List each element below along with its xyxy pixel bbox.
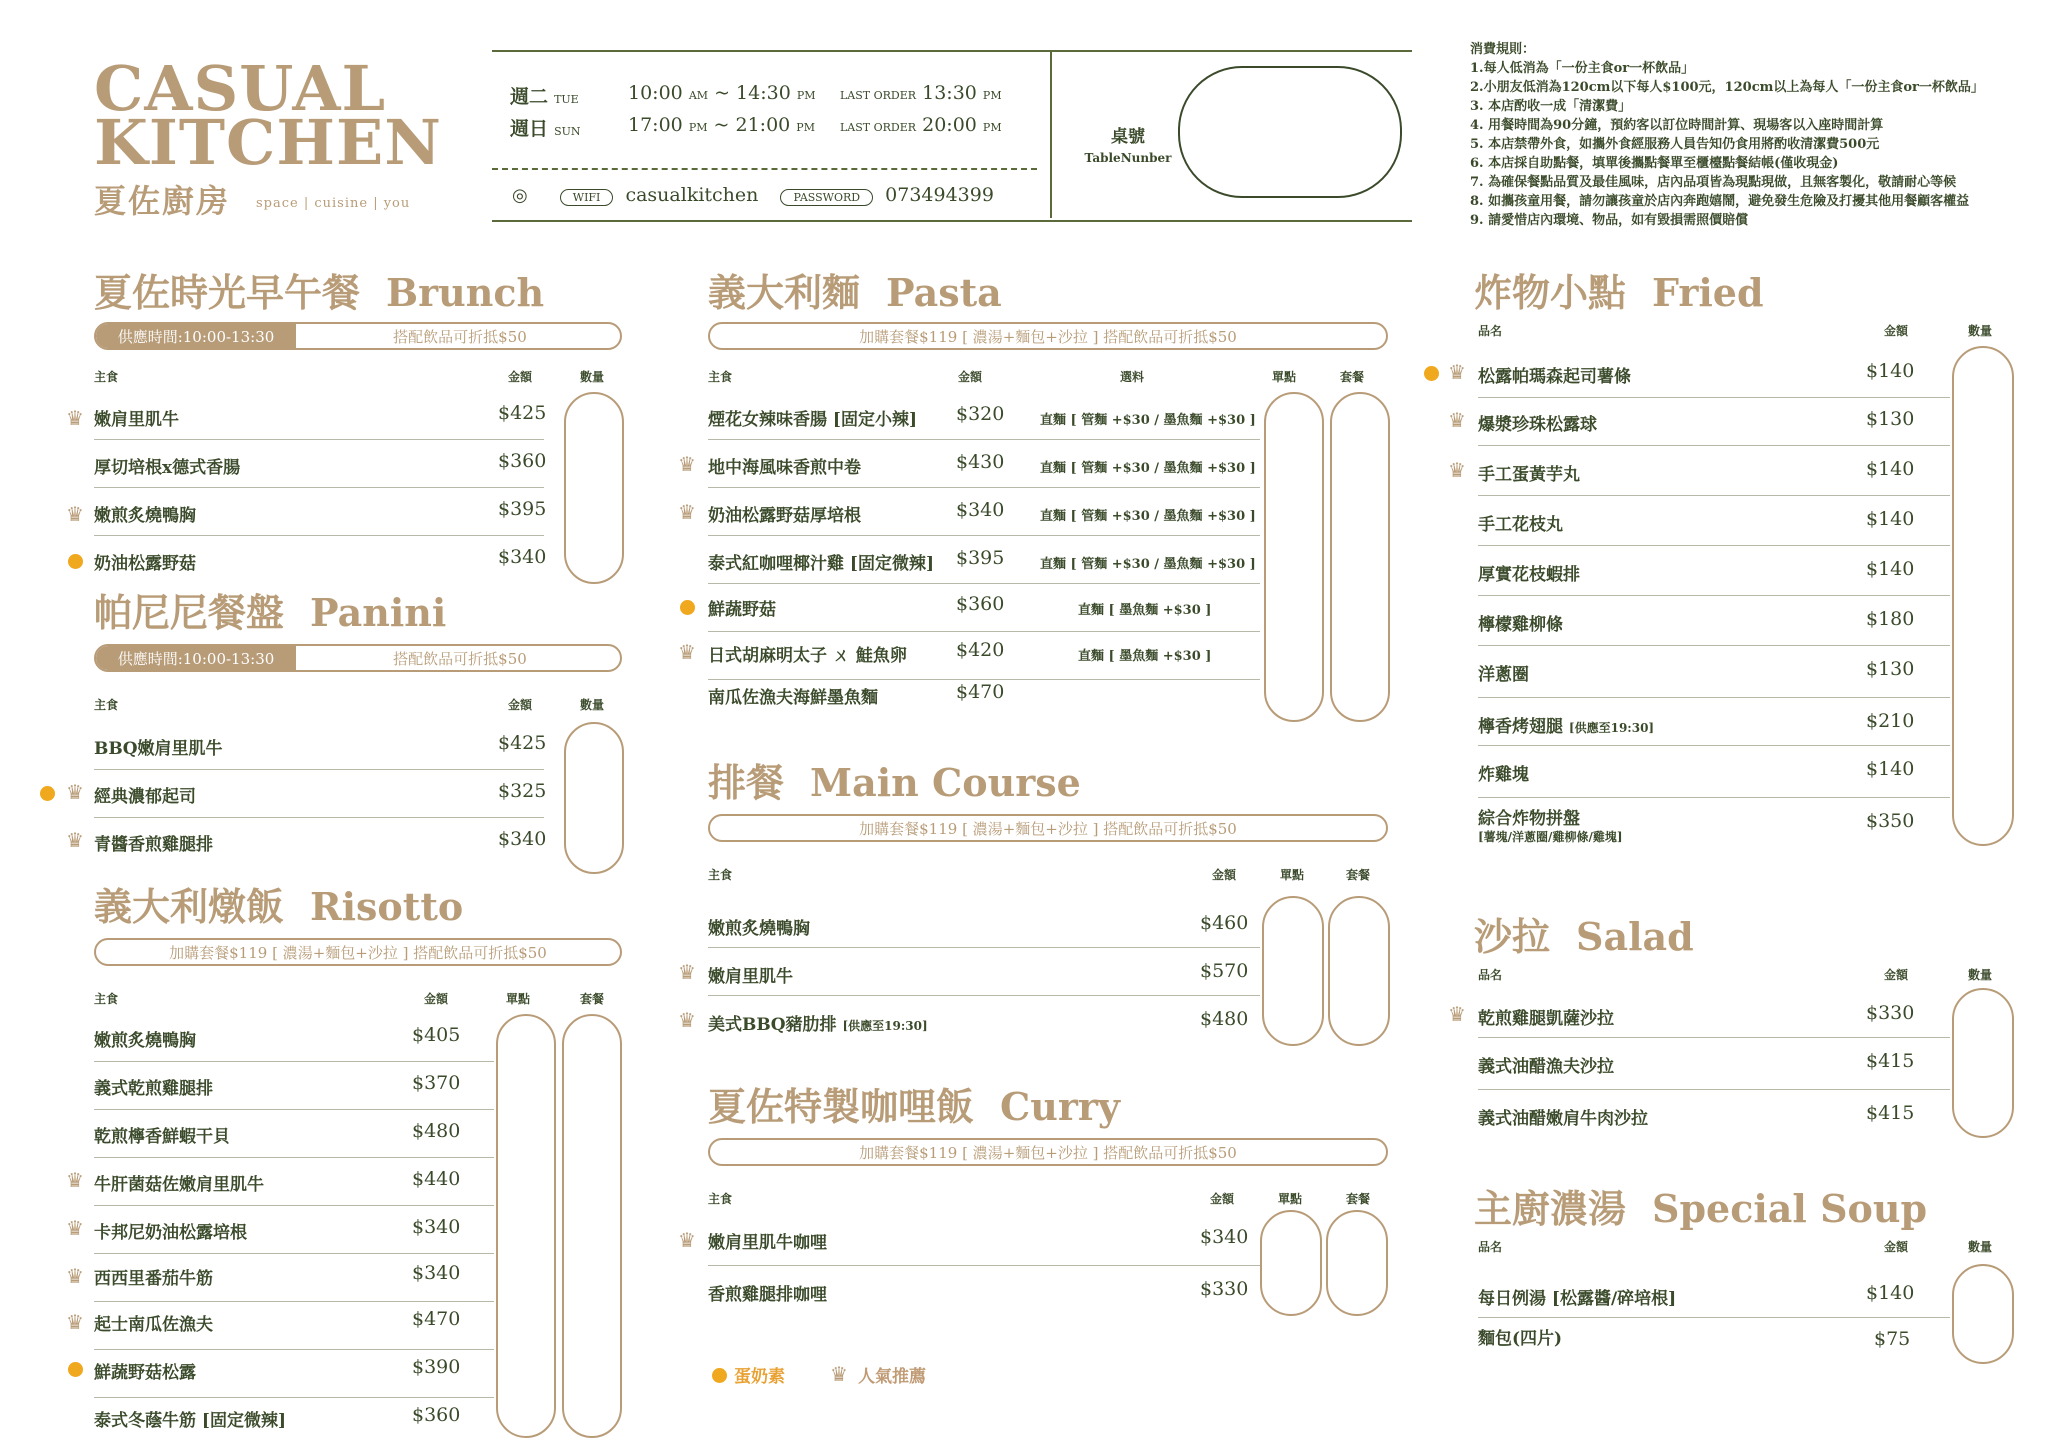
- column-header: 單點: [506, 992, 531, 1006]
- menu-item-name: 奶油松露野菇厚培根: [708, 506, 861, 526]
- quantity-column-soup[interactable]: [1952, 1264, 2014, 1364]
- menu-item-name: 煙花女辣味香腸 [固定小辣]: [708, 410, 918, 430]
- menu-item-price: $470: [412, 1308, 461, 1330]
- pasta-band: 加購套餐$119 [ 濃湯+麵包+沙拉 ] 搭配飲品可折抵$50: [708, 322, 1388, 350]
- main-course-band: 加購套餐$119 [ 濃湯+麵包+沙拉 ] 搭配飲品可折抵$50: [708, 814, 1388, 842]
- menu-item-price: $440: [412, 1168, 461, 1190]
- divider: [492, 168, 1037, 170]
- menu-item-price: $570: [1200, 960, 1249, 982]
- menu-item-price: $140: [1866, 458, 1915, 480]
- crown-icon: ♛: [66, 1168, 84, 1192]
- menu-item-price: $140: [1866, 1282, 1915, 1304]
- menu-item-name: 經典濃郁起司: [94, 787, 196, 807]
- crown-icon: ♛: [678, 500, 696, 524]
- divider: [1050, 50, 1052, 218]
- dining-rules: 消費規則： 1.每人低消為「一份主食or一杯飲品」 2.小朋友低消為120cm以下每人$100元，120cm以上為每人「一份主食or一杯飲品」 3. 本店酌收一成「清潔費」 4. 用餐時間為90分鐘，預約客以訂位時間計算、現場客以入座時間計算 5. 本店禁帶外食，如攜外食經服務人員告知仍食用將酌收清潔費500元 6. 本店採自助點餐，填單後攜點餐單至櫃檯點餐結帳(僅收現金) 7. 為確保餐點品質及最佳風味，店內品項皆為現點現做，且無客製化，敬請耐心等候 8. 如攜孩童用餐，請勿讓孩童於店內奔跑嬉鬧，避免發生危險及打擾其他用餐顧客權益 9. 請愛惜店內環境、物品，如有毀損需照價賠償: [1470, 42, 1984, 228]
- crown-icon: ♛: [66, 1216, 84, 1240]
- menu-item-name: 洋蔥圈: [1478, 665, 1529, 685]
- menu-item-name: 爆漿珍珠松露球: [1478, 415, 1597, 435]
- menu-item-price: $340: [956, 499, 1005, 521]
- menu-item-name: 綜合炸物拼盤 [薯塊/洋蔥圈/雞柳條/雞塊]: [1478, 809, 1623, 844]
- column-header: 數量: [580, 370, 605, 384]
- menu-item-name: 義式油醋嫩肩牛肉沙拉: [1478, 1109, 1648, 1129]
- menu-item-name: 香煎雞腿排咖哩: [708, 1285, 827, 1305]
- menu-item-name: 青醬香煎雞腿排: [94, 835, 213, 855]
- column-header: 套餐: [580, 992, 605, 1006]
- menu-item-price: $180: [1866, 608, 1915, 630]
- section-title-curry: 夏佐特製咖哩飯 Curry: [708, 1084, 1121, 1129]
- menu-item-name: 西西里番茄牛筋: [94, 1269, 213, 1289]
- set-order-column-main[interactable]: [1328, 896, 1390, 1046]
- menu-item-price: $140: [1866, 558, 1915, 580]
- menu-item-price: $420: [956, 639, 1005, 661]
- set-order-column-risotto[interactable]: [562, 1014, 622, 1438]
- menu-item-name: 義式油醋漁夫沙拉: [1478, 1057, 1614, 1077]
- menu-item-price: $480: [1200, 1008, 1249, 1030]
- menu-item-price: $340: [498, 828, 547, 850]
- noodle-option: 直麵 [ 管麵 +$30 / 墨魚麵 +$30 ]: [1040, 413, 1256, 428]
- legend-popular: 人氣推薦: [858, 1367, 926, 1387]
- table-number-field[interactable]: [1178, 66, 1402, 198]
- menu-item-name: 地中海風味香煎中卷: [708, 458, 861, 478]
- column-header: 金額: [424, 992, 449, 1006]
- table-number-label: 桌號 TableNunber: [1084, 127, 1172, 165]
- column-header: 主食: [94, 370, 119, 384]
- column-header: 品名: [1478, 968, 1503, 982]
- menu-item-name: 乾煎檸香鮮蝦干貝: [94, 1127, 230, 1147]
- column-header: 單點: [1272, 370, 1297, 384]
- column-header: 金額: [508, 698, 533, 712]
- menu-item-price: $460: [1200, 912, 1249, 934]
- noodle-option: 直麵 [ 管麵 +$30 / 墨魚麵 +$30 ]: [1040, 461, 1256, 476]
- menu-item-name: 嫩肩里肌牛: [708, 967, 793, 987]
- crown-icon: ♛: [66, 828, 84, 852]
- menu-item-name: 厚實花枝蝦排: [1478, 565, 1580, 585]
- quantity-column-fried[interactable]: [1952, 346, 2014, 846]
- set-order-column-pasta[interactable]: [1330, 392, 1390, 722]
- column-header: 數量: [580, 698, 605, 712]
- menu-item-price: $395: [956, 547, 1005, 569]
- menu-item-name: 檸檬雞柳條: [1478, 615, 1563, 635]
- column-header: 金額: [1884, 324, 1909, 338]
- menu-item-price: $340: [1200, 1226, 1249, 1248]
- noodle-option: 直麵 [ 管麵 +$30 / 墨魚麵 +$30 ]: [1040, 509, 1256, 524]
- menu-item-name: 日式胡麻明太子 ㄨ 鮭魚卵: [708, 646, 907, 666]
- vegetarian-dot-icon: [680, 600, 695, 615]
- crown-icon: ♛: [678, 452, 696, 476]
- section-title-salad: 沙拉 Salad: [1474, 914, 1694, 959]
- column-header: 單點: [1280, 868, 1305, 882]
- column-header: 單點: [1278, 1192, 1303, 1206]
- section-title-risotto: 義大利燉飯 Risotto: [94, 884, 464, 929]
- quantity-column-brunch[interactable]: [564, 392, 624, 584]
- section-title-panini: 帕尼尼餐盤 Panini: [94, 590, 447, 635]
- noodle-option: 直麵 [ 墨魚麵 +$30 ]: [1078, 649, 1212, 664]
- quantity-column-salad[interactable]: [1952, 988, 2014, 1138]
- crown-icon: ♛: [678, 640, 696, 664]
- noodle-option: 直麵 [ 墨魚麵 +$30 ]: [1078, 603, 1212, 618]
- menu-item-price: $480: [412, 1120, 461, 1142]
- brunch-band: 供應時間:10:00-13:30 搭配飲品可折抵$50: [94, 322, 622, 350]
- menu-item-price: $415: [1866, 1102, 1915, 1124]
- menu-item-price: $140: [1866, 508, 1915, 530]
- menu-item-name: 嫩煎炙燒鴨胸: [94, 506, 196, 526]
- menu-item-price: $425: [498, 402, 547, 424]
- menu-item-price: $405: [412, 1024, 461, 1046]
- crown-icon: ♛: [66, 502, 84, 526]
- menu-item-price: $330: [1200, 1278, 1249, 1300]
- menu-item-name: 嫩肩里肌牛: [94, 410, 179, 430]
- menu-item-price: $350: [1866, 810, 1915, 832]
- column-header: 套餐: [1340, 370, 1365, 384]
- vegetarian-dot-icon: [712, 1368, 727, 1383]
- section-title-fried: 炸物小點 Fried: [1474, 270, 1764, 315]
- crown-icon: ♛: [678, 1008, 696, 1032]
- menu-item-name: 牛肝菌菇佐嫩肩里肌牛: [94, 1175, 264, 1195]
- legend-vegetarian: 蛋奶素: [734, 1367, 785, 1387]
- menu-item-price: $330: [1866, 1002, 1915, 1024]
- menu-item-price: $360: [956, 593, 1005, 615]
- menu-item-price: $470: [956, 681, 1005, 703]
- wifi-info: ◎ WIFI casualkitchen PASSWORD 073494399: [512, 184, 994, 206]
- menu-item-price: $390: [412, 1356, 461, 1378]
- menu-item-name: 手工蛋黃芋丸: [1478, 465, 1580, 485]
- menu-item-price: $75: [1874, 1328, 1911, 1350]
- menu-item-name: 嫩煎炙燒鴨胸: [708, 919, 810, 939]
- menu-item-price: $425: [498, 732, 547, 754]
- menu-item-price: $340: [412, 1262, 461, 1284]
- quantity-column-panini[interactable]: [564, 722, 624, 874]
- menu-item-name: 每日例湯 [松露醬/碎培根]: [1478, 1289, 1677, 1309]
- menu-item-price: $370: [412, 1072, 461, 1094]
- logo-chinese: 夏佐廚房: [94, 182, 231, 220]
- section-title-soup: 主廚濃湯 Special Soup: [1474, 1186, 1928, 1231]
- menu-item-name: 松露帕瑪森起司薯條: [1478, 367, 1631, 387]
- crown-icon: ♛: [830, 1362, 848, 1386]
- vegetarian-dot-icon: [40, 786, 55, 801]
- section-title-main-course: 排餐 Main Course: [708, 760, 1081, 805]
- column-header: 金額: [1884, 968, 1909, 982]
- menu-item-price: $320: [956, 403, 1005, 425]
- column-header: 主食: [708, 1192, 733, 1206]
- menu-item-price: $360: [498, 450, 547, 472]
- menu-item-price: $130: [1866, 658, 1915, 680]
- hours-row-2: 週日 SUN 17:00 PM ~ 21:00 PM LAST ORDER 20:00 PM: [510, 114, 1002, 140]
- menu-item-price: $360: [412, 1404, 461, 1426]
- menu-item-name: 義式乾煎雞腿排: [94, 1079, 213, 1099]
- curry-band: 加購套餐$119 [ 濃湯+麵包+沙拉 ] 搭配飲品可折抵$50: [708, 1138, 1388, 1166]
- menu-item-price: $340: [412, 1216, 461, 1238]
- menu-item-name: 泰式冬蔭牛筋 [固定微辣]: [94, 1411, 287, 1431]
- menu-item-price: $340: [498, 546, 547, 568]
- column-header: 金額: [1210, 1192, 1235, 1206]
- crown-icon: ♛: [66, 406, 84, 430]
- menu-item-name: 麵包(四片): [1478, 1329, 1563, 1349]
- column-header: 品名: [1478, 324, 1503, 338]
- crown-icon: ♛: [1448, 408, 1466, 432]
- menu-item-price: $140: [1866, 758, 1915, 780]
- column-header: 主食: [708, 868, 733, 882]
- crown-icon: ♛: [678, 1228, 696, 1252]
- menu-item-name: 卡邦尼奶油松露培根: [94, 1223, 247, 1243]
- crown-icon: ♛: [66, 1310, 84, 1334]
- menu-item-name: 乾煎雞腿凱薩沙拉: [1478, 1009, 1614, 1029]
- single-order-column-main[interactable]: [1262, 896, 1324, 1046]
- panini-band: 供應時間:10:00-13:30 搭配飲品可折抵$50: [94, 644, 622, 672]
- vegetarian-dot-icon: [1424, 366, 1439, 381]
- menu-item-name: 炸雞塊: [1478, 765, 1529, 785]
- column-header: 金額: [1212, 868, 1237, 882]
- risotto-band: 加購套餐$119 [ 濃湯+麵包+沙拉 ] 搭配飲品可折抵$50: [94, 938, 622, 966]
- menu-item-price: $325: [498, 780, 547, 802]
- single-order-column-risotto[interactable]: [496, 1014, 556, 1438]
- column-header: 套餐: [1346, 868, 1371, 882]
- wifi-icon: ◎: [512, 185, 528, 206]
- single-order-column-curry[interactable]: [1260, 1210, 1322, 1316]
- menu-item-price: $140: [1866, 360, 1915, 382]
- column-header: 數量: [1968, 1240, 1993, 1254]
- column-header: 金額: [1884, 1240, 1909, 1254]
- column-header: 主食: [94, 992, 119, 1006]
- menu-item-name: 鮮蔬野菇: [708, 600, 776, 620]
- crown-icon: ♛: [66, 1264, 84, 1288]
- menu-item-name: BBQ嫩肩里肌牛: [94, 739, 223, 759]
- set-order-column-curry[interactable]: [1326, 1210, 1388, 1316]
- column-header: 主食: [94, 698, 119, 712]
- crown-icon: ♛: [678, 960, 696, 984]
- logo: CASUAL KITCHEN: [94, 52, 442, 179]
- vegetarian-dot-icon: [68, 554, 83, 569]
- menu-item-name: 起士南瓜佐漁夫: [94, 1315, 213, 1335]
- column-header: 數量: [1968, 968, 1993, 982]
- menu-item-name: 手工花枝丸: [1478, 515, 1563, 535]
- crown-icon: ♛: [1448, 1002, 1466, 1026]
- tagline: space | cuisine | you: [256, 196, 411, 211]
- single-order-column-pasta[interactable]: [1264, 392, 1324, 722]
- menu-item-price: $130: [1866, 408, 1915, 430]
- menu-item-price: $430: [956, 451, 1005, 473]
- menu-item-name: 厚切培根x德式香腸: [94, 458, 241, 478]
- crown-icon: ♛: [66, 780, 84, 804]
- menu-item-name: 奶油松露野菇: [94, 554, 196, 574]
- menu-item-name: 美式BBQ豬肋排 [供應至19:30]: [708, 1015, 928, 1035]
- menu-item-name: 南瓜佐漁夫海鮮墨魚麵: [708, 688, 878, 708]
- menu-item-price: $210: [1866, 710, 1915, 732]
- column-header: 金額: [508, 370, 533, 384]
- menu-item-name: 嫩肩里肌牛咖哩: [708, 1233, 827, 1253]
- crown-icon: ♛: [1448, 458, 1466, 482]
- column-header: 主食: [708, 370, 733, 384]
- column-header: 金額: [958, 370, 983, 384]
- section-title-brunch: 夏佐時光早午餐 Brunch: [94, 270, 545, 315]
- menu-item-name: 鮮蔬野菇松露: [94, 1363, 196, 1383]
- menu-item-price: $415: [1866, 1050, 1915, 1072]
- menu-item-name: 泰式紅咖哩椰汁雞 [固定微辣]: [708, 554, 935, 574]
- menu-item-name: 嫩煎炙燒鴨胸: [94, 1031, 196, 1051]
- column-header: 套餐: [1346, 1192, 1371, 1206]
- column-header: 選料: [1120, 370, 1145, 384]
- menu-item-name: 檸香烤翅腿 [供應至19:30]: [1478, 717, 1655, 737]
- column-header: 品名: [1478, 1240, 1503, 1254]
- noodle-option: 直麵 [ 管麵 +$30 / 墨魚麵 +$30 ]: [1040, 557, 1256, 572]
- section-title-pasta: 義大利麵 Pasta: [708, 270, 1002, 315]
- crown-icon: ♛: [1448, 360, 1466, 384]
- vegetarian-dot-icon: [68, 1362, 83, 1377]
- column-header: 數量: [1968, 324, 1993, 338]
- hours-row-1: 週二 TUE 10:00 AM ~ 14:30 PM LAST ORDER 13:30 PM: [510, 82, 1002, 108]
- menu-item-price: $395: [498, 498, 547, 520]
